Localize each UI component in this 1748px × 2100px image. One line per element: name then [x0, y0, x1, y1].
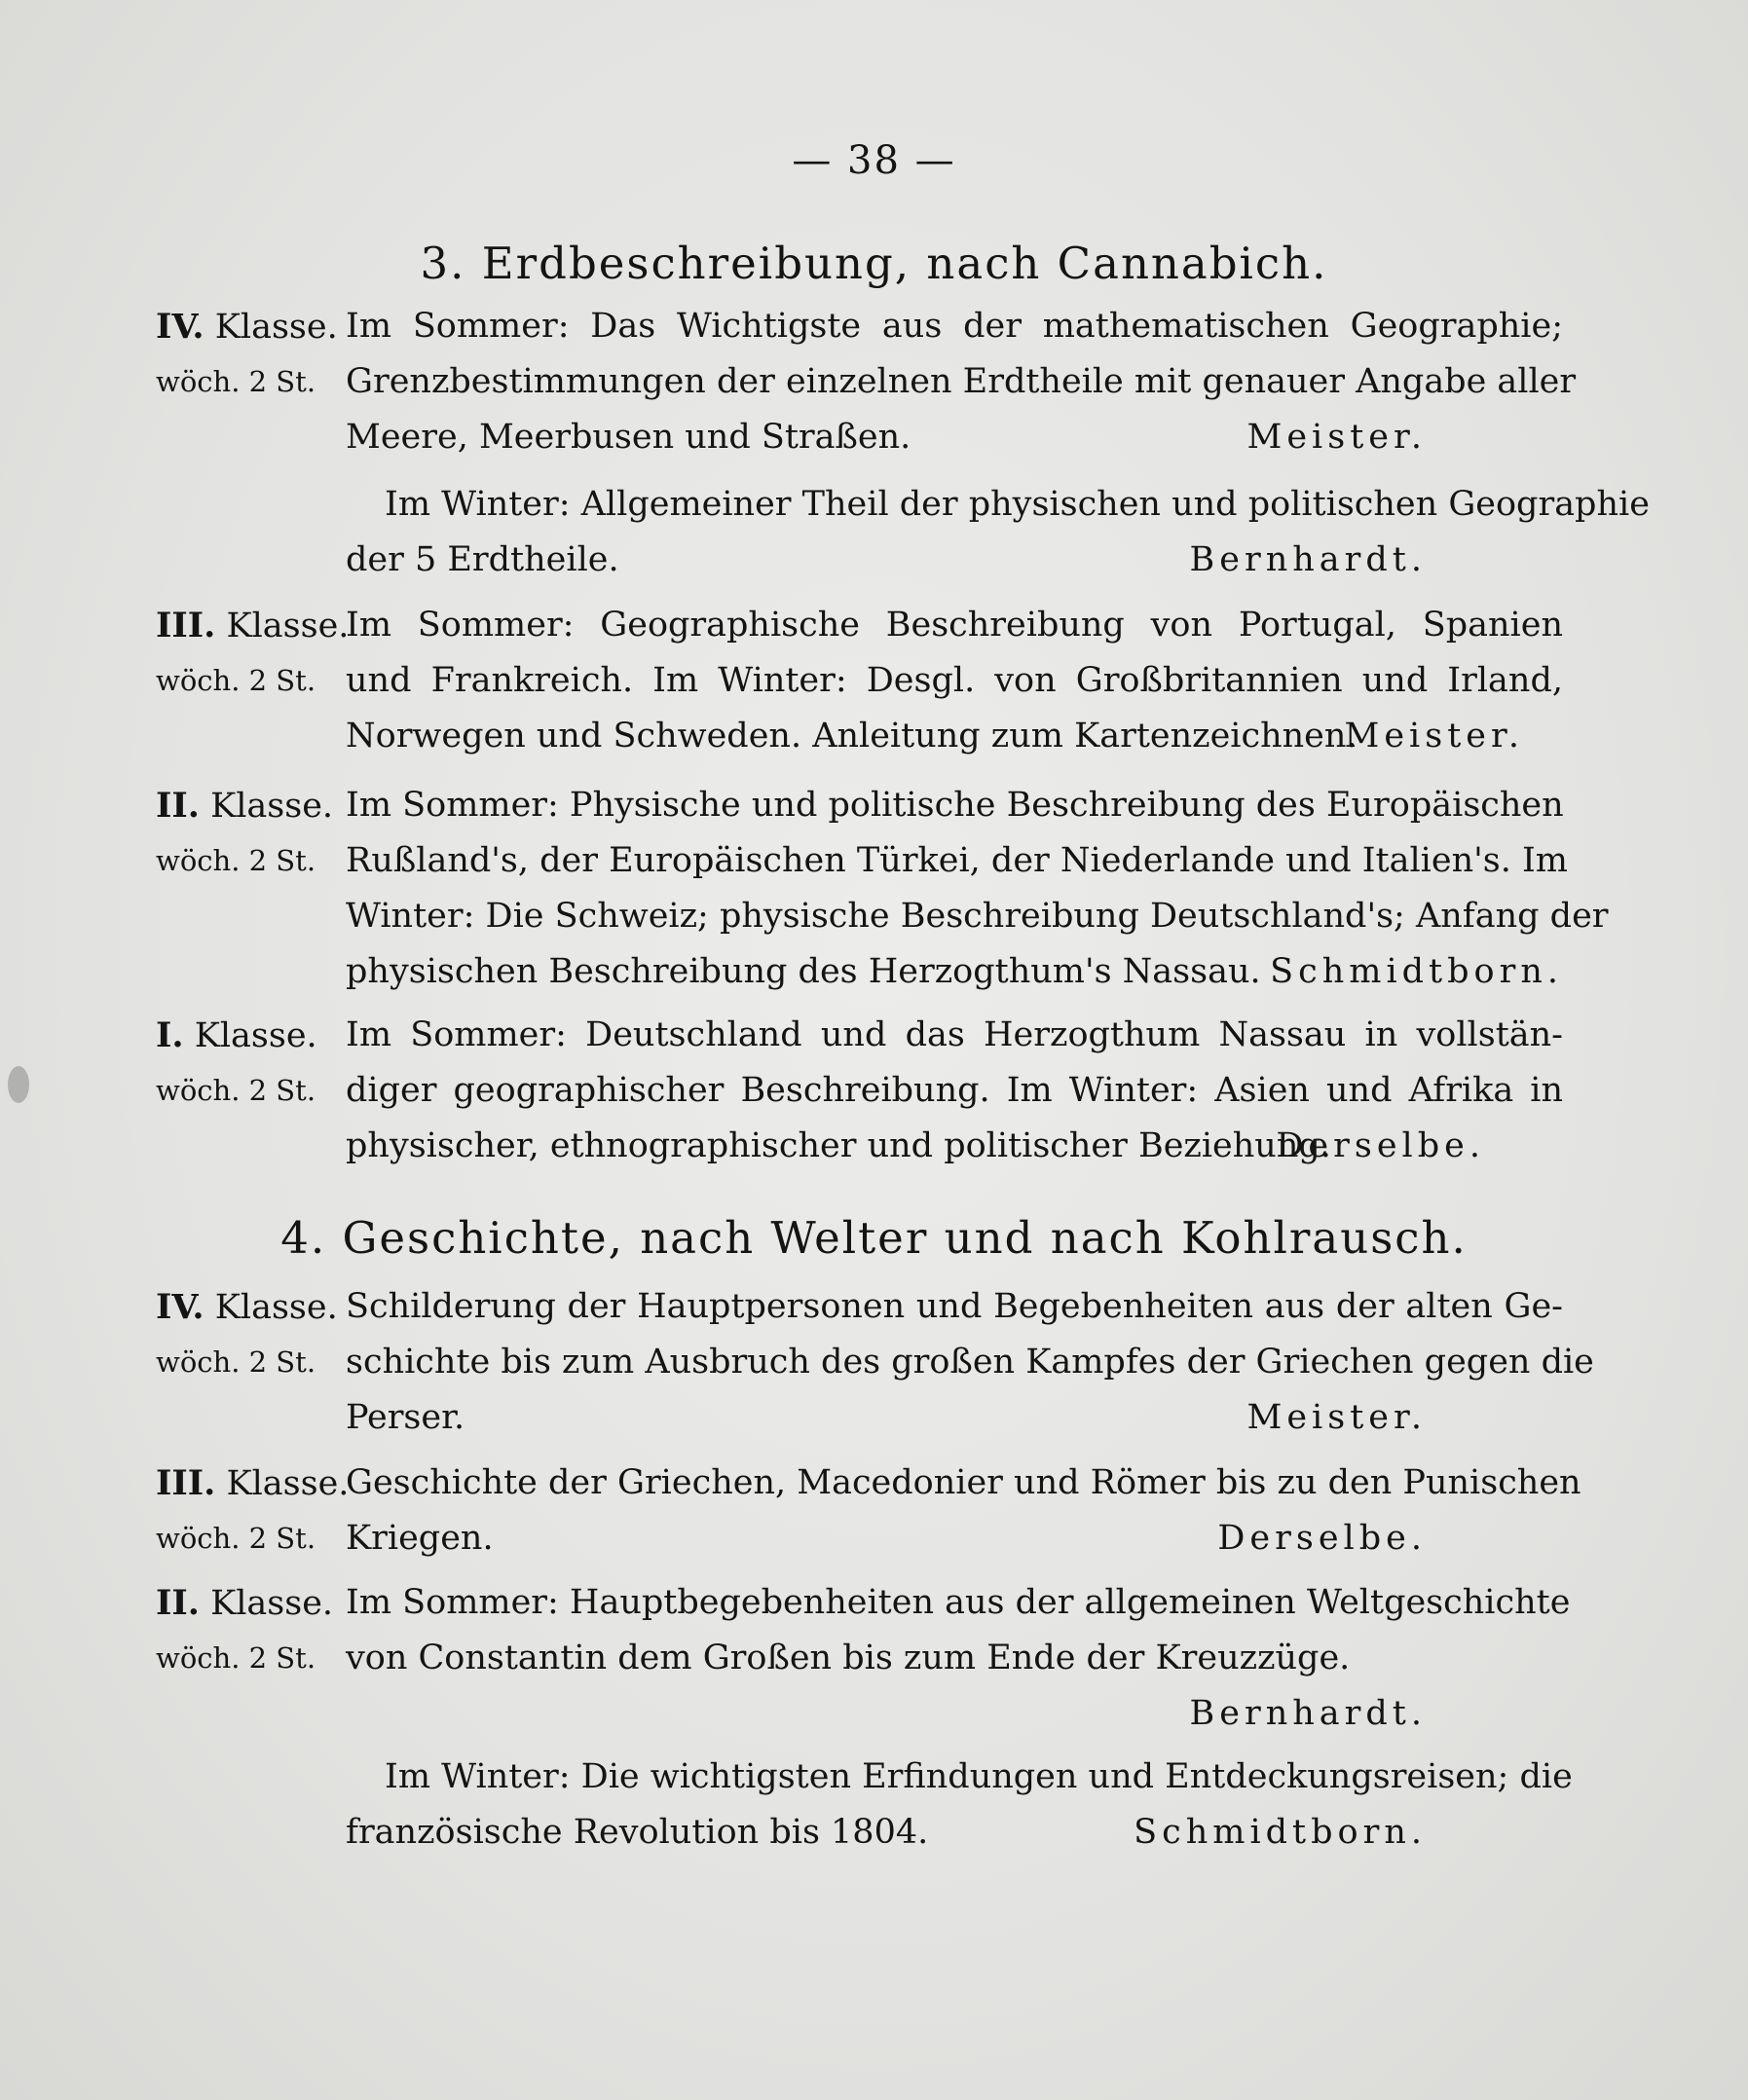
- entry-text: [346, 1575, 1571, 1742]
- weekly-hours: wöch. 2 St.: [156, 1522, 316, 1555]
- class-label: [156, 1575, 351, 1686]
- class-number: II.: [156, 1583, 200, 1623]
- weekly-hours: wöch. 2 St.: [156, 844, 316, 877]
- class-number: III.: [156, 1463, 216, 1503]
- text-line: Im Sommer: Physische und politische Beschreibung des Europäischen: [346, 786, 1564, 825]
- section-title-geschichte: 4. Geschichte, nach Welter und nach Kohlrausch.: [280, 1212, 1468, 1264]
- class-word: Klasse.: [210, 1584, 334, 1623]
- text-line: Kriegen.: [346, 1519, 494, 1558]
- teacher-name: Bernhardt.: [1189, 540, 1427, 579]
- weekly-hours: wöch. 2 St.: [156, 365, 316, 398]
- text-line: physischer, ethnographischer und politischer Beziehung.: [346, 1126, 1331, 1165]
- entry-text: [346, 1455, 1581, 1566]
- text-line: Im Sommer: Das Wichtigste aus der mathematischen Geographie;: [346, 307, 1563, 346]
- text-line: Im Sommer: Geographische Beschreibung von Portugal, Spanien: [346, 606, 1563, 645]
- text-line: Geschichte der Griechen, Macedonier und Römer bis zu den Punischen: [346, 1463, 1581, 1502]
- page-number: — 38 —: [792, 138, 956, 183]
- teacher-name: Meister.: [1246, 418, 1427, 457]
- text-line: Perser.: [346, 1398, 465, 1437]
- text-line: schichte bis zum Ausbruch des großen Kampfes der Griechen gegen die: [346, 1343, 1594, 1382]
- text-line: diger geographischer Beschreibung. Im Winter: Asien und Afrika in: [346, 1071, 1563, 1110]
- weekly-hours: wöch. 2 St.: [156, 1641, 316, 1675]
- text-line: Meere, Meerbusen und Straßen.: [346, 418, 911, 457]
- text-line: Im Winter: Allgemeiner Theil der physischen und politischen Geographie: [385, 485, 1650, 524]
- teacher-name: Bernhardt.: [1189, 1694, 1427, 1733]
- text-line: von Constantin dem Großen bis zum Ende der Kreuzzüge.: [346, 1639, 1351, 1677]
- teacher-name: Derselbe.: [1276, 1126, 1485, 1165]
- text-line: Winter: Die Schweiz; physische Beschreibung Deutschland's; Anfang der: [346, 897, 1609, 936]
- class-label: [156, 299, 351, 410]
- text-line: Grenzbestimmungen der einzelnen Erdtheile mit genauer Angabe aller: [346, 362, 1577, 401]
- text-line: Schilderung der Hauptpersonen und Begebenheiten aus der alten Ge-: [346, 1287, 1563, 1326]
- entry-text: [346, 1008, 1563, 1174]
- entry-text: [346, 299, 1577, 465]
- class-label: [156, 1279, 351, 1390]
- weekly-hours: wöch. 2 St.: [156, 664, 316, 697]
- teacher-name: Meister.: [1344, 717, 1524, 755]
- class-number: I.: [156, 1015, 184, 1055]
- text-line: Im Sommer: Deutschland und das Herzogthum Nassau in vollstän-: [346, 1015, 1563, 1054]
- class-label: [156, 778, 351, 889]
- class-number: IV.: [156, 307, 205, 347]
- class-label: [156, 598, 351, 709]
- text-line: Im Winter: Die wichtigsten Erfindungen und Entdeckungsreisen; die: [385, 1757, 1573, 1796]
- class-number: II.: [156, 786, 200, 826]
- entry-text: [346, 778, 1609, 1000]
- class-word: Klasse.: [210, 787, 334, 826]
- teacher-name: Schmidtborn.: [1134, 1813, 1427, 1852]
- class-word: Klasse.: [226, 1464, 350, 1503]
- class-word: Klasse.: [214, 308, 338, 347]
- class-label: [156, 1008, 351, 1119]
- text-line: Rußland's, der Europäischen Türkei, der Niederlande und Italien's. Im: [346, 841, 1568, 880]
- teacher-name: Schmidtborn.: [1270, 952, 1563, 991]
- teacher-name: Derselbe.: [1217, 1519, 1427, 1558]
- section-title-erdbeschreibung: 3. Erdbeschreibung, nach Cannabich.: [420, 238, 1328, 289]
- text-line: der 5 Erdtheile.: [346, 540, 619, 579]
- margin-ink-spot: [8, 1066, 29, 1103]
- text-line: französische Revolution bis 1804.: [346, 1813, 929, 1852]
- class-word: Klasse.: [214, 1288, 338, 1327]
- text-line: physischen Beschreibung des Herzogthum's Nassau.: [346, 952, 1261, 991]
- teacher-name: Meister.: [1246, 1398, 1427, 1437]
- entry-text: [346, 598, 1563, 764]
- text-line: Norwegen und Schweden. Anleitung zum Kartenzeichnen.: [346, 717, 1357, 755]
- text-line: Im Sommer: Hauptbegebenheiten aus der allgemeinen Weltgeschichte: [346, 1583, 1571, 1622]
- text-line: und Frankreich. Im Winter: Desgl. von Großbritannien und Irland,: [346, 661, 1563, 700]
- entry-text: [346, 1279, 1594, 1446]
- class-number: III.: [156, 606, 216, 645]
- class-number: IV.: [156, 1287, 205, 1327]
- class-word: Klasse.: [226, 607, 350, 645]
- class-label: [156, 1455, 351, 1566]
- weekly-hours: wöch. 2 St.: [156, 1074, 316, 1107]
- class-word: Klasse.: [194, 1016, 317, 1055]
- weekly-hours: wöch. 2 St.: [156, 1345, 316, 1379]
